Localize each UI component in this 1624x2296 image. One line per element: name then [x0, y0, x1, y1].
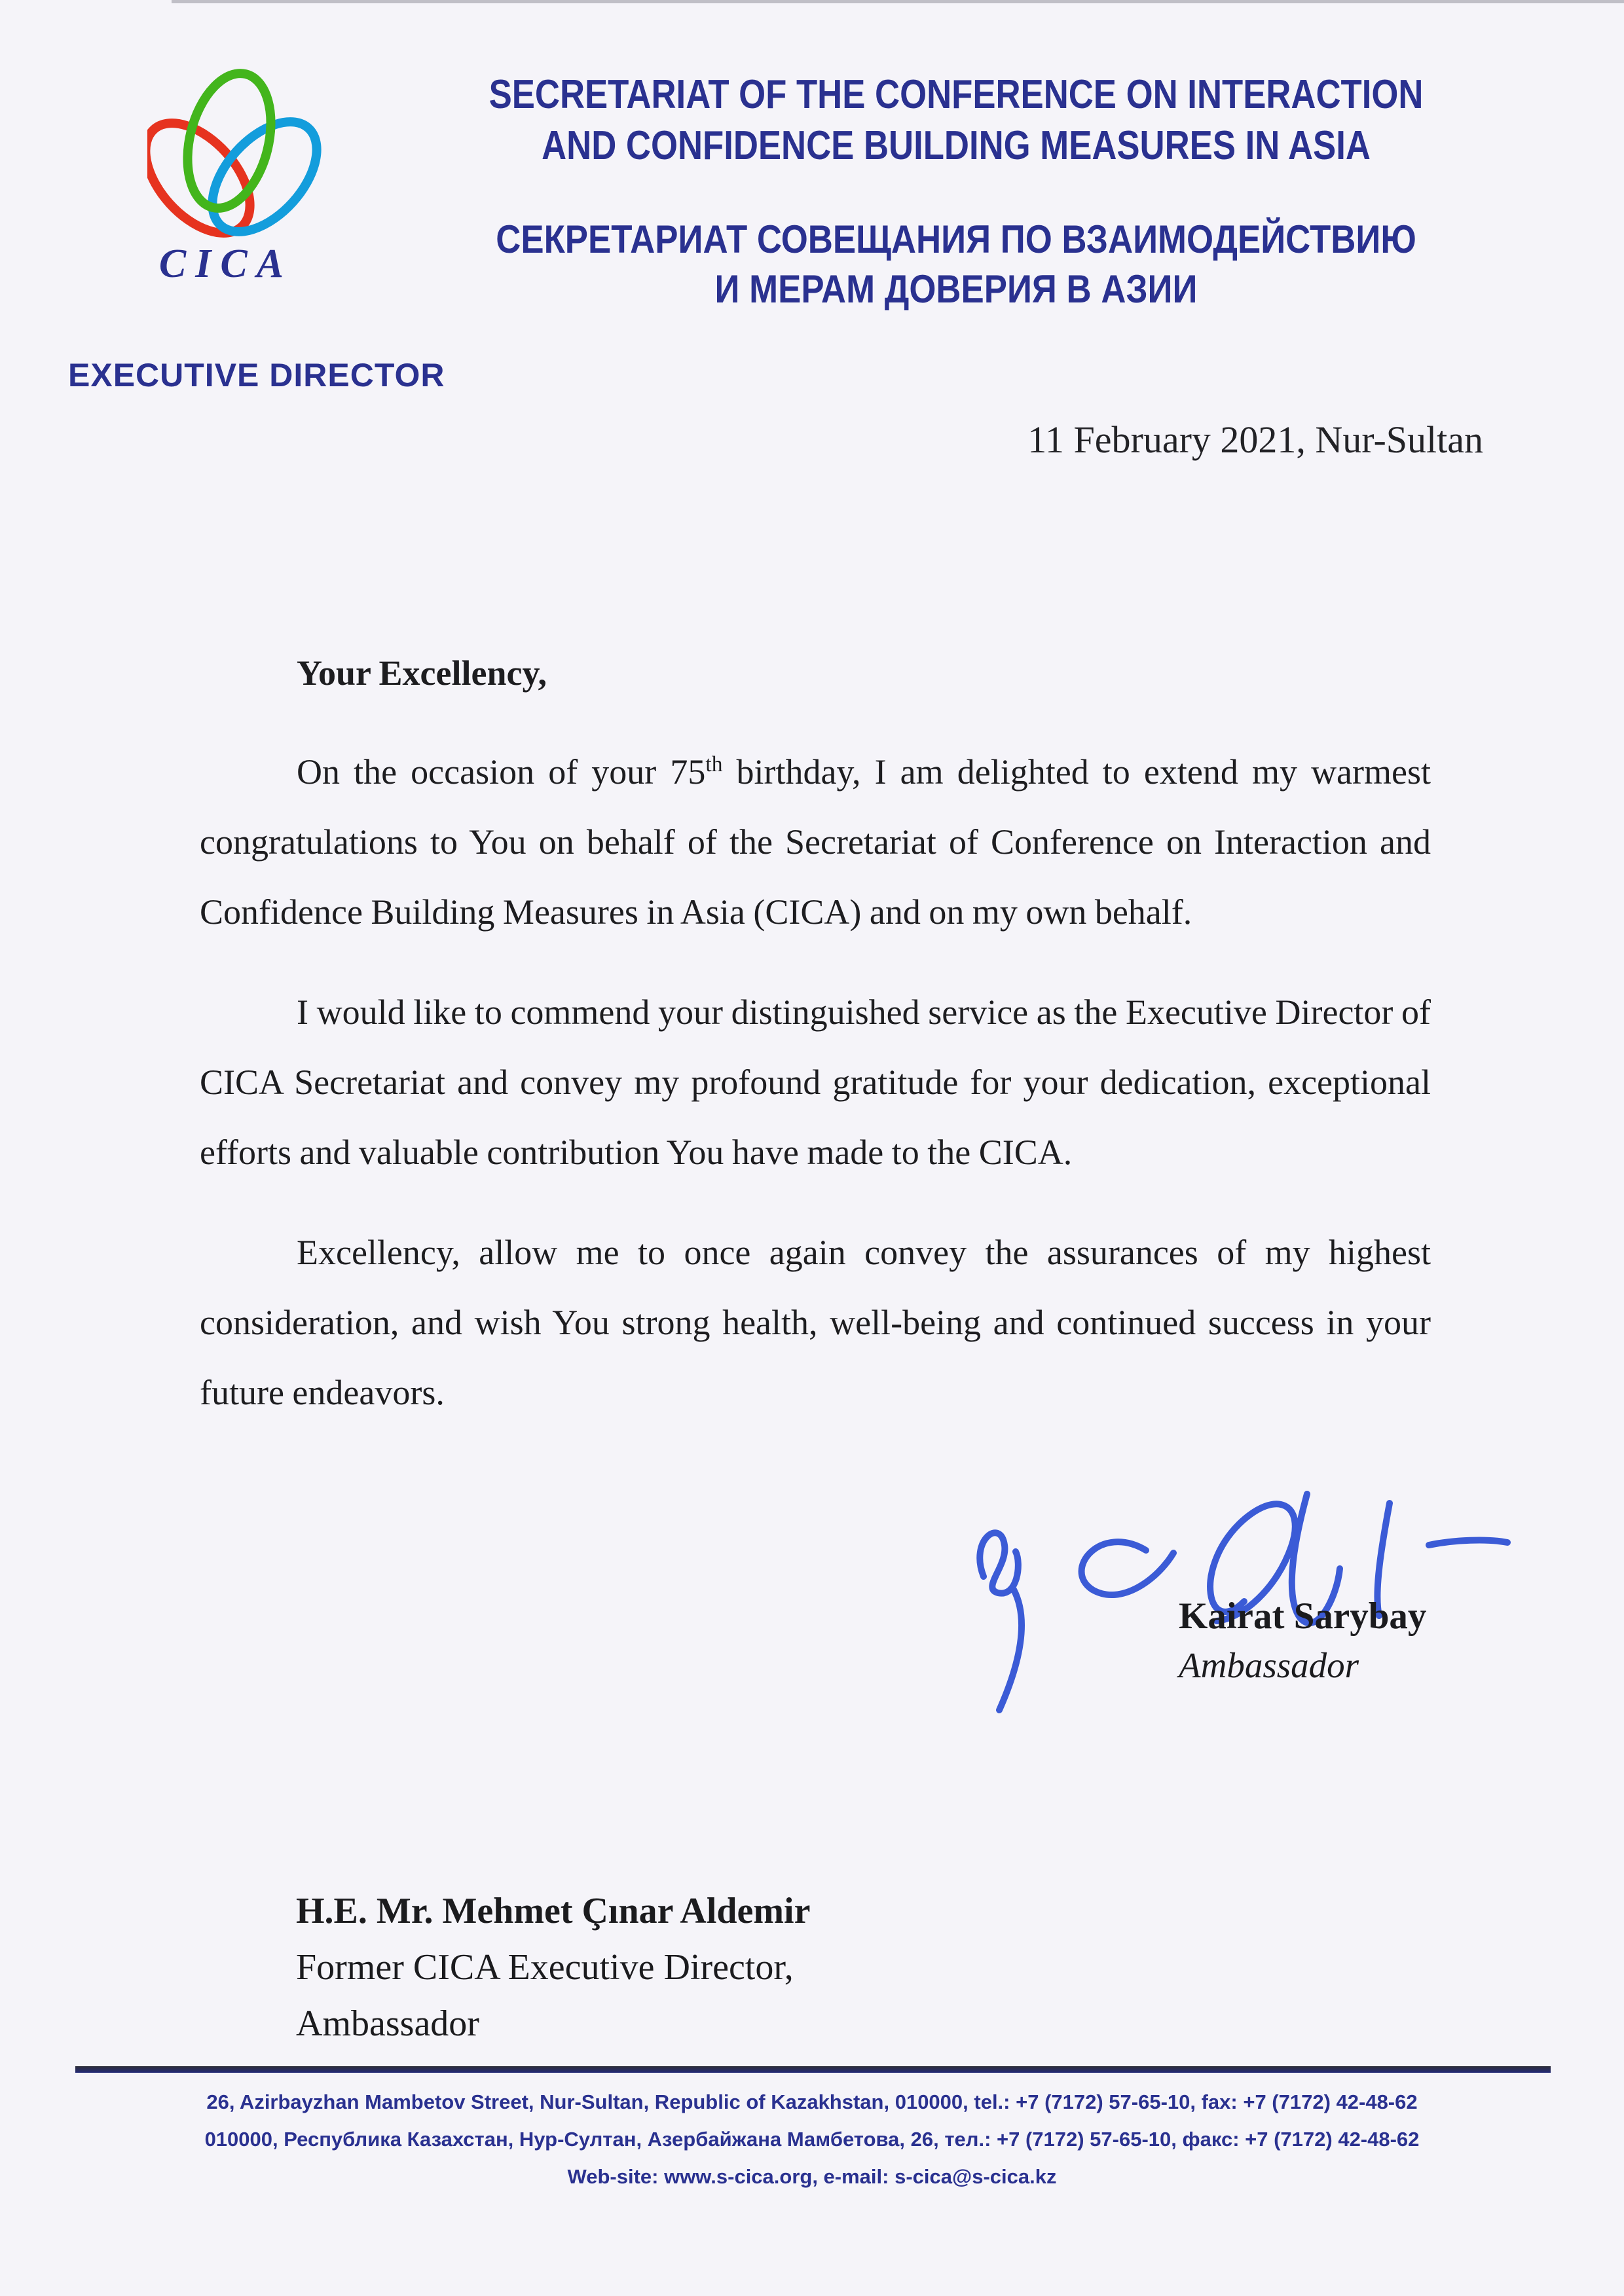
signer-title: Ambassador [1179, 1645, 1359, 1685]
org-name-block [406, 69, 1506, 314]
recipient-block [296, 1883, 810, 2052]
org-name-en-line2: AND CONFIDENCE BUILDING MEASURES IN ASIA [542, 123, 1371, 168]
recipient-title: Ambassador [296, 2003, 479, 2044]
ordinal-superscript: th [705, 752, 723, 776]
date-line: 11 February 2021, Nur-Sultan [1027, 418, 1483, 461]
logo-ring-green [174, 65, 284, 217]
letter-body [200, 638, 1431, 1458]
footer-rule [75, 2066, 1551, 2073]
footer-address-ru: 010000, Республика Казахстан, Нур-Султан, Азербайжана Мамбетова, 26, тел.: +7 (7172) 57-65-10, факс: +7 (7172) 42-48-62 [204, 2128, 1420, 2151]
paragraph-1 [200, 737, 1431, 947]
org-name-en-line1: SECRETARIAT OF THE CONFERENCE ON INTERACTION [489, 72, 1424, 117]
org-name-ru-line2: И МЕРАМ ДОВЕРИЯ В АЗИИ [714, 267, 1198, 311]
paragraph-1-text: On the occasion of your 75 [297, 752, 706, 792]
executive-director-label: EXECUTIVE DIRECTOR [68, 357, 445, 393]
recipient-name: H.E. Mr. Mehmet Çınar Aldemir [296, 1891, 811, 1931]
salutation: Your Excellency, [297, 653, 547, 693]
recipient-role: Former CICA Executive Director, [296, 1947, 794, 1988]
paragraph-3: Excellency, allow me to once again convey the assurances of my highest consideration, and wish You strong health, well-being and continued success in your future endeavors. [200, 1233, 1431, 1412]
signer-name: Kairat Sarybay [1179, 1595, 1427, 1637]
org-name-en [406, 69, 1506, 172]
paragraph-1-text-cont: birthday, I am delighted to extend my warmest congratulations to You on behalf of the Secretariat of Conference on Interaction and Confidence Building Measures in Asia (CICA) and on my own behalf. [200, 752, 1431, 932]
org-name-ru-line1: СЕКРЕТАРИАТ СОВЕЩАНИЯ ПО ВЗАИМОДЕЙСТВИЮ [496, 217, 1416, 261]
footer-web-email: Web-site: www.s-cica.org, e-mail: s-cica@s-cica.kz [567, 2165, 1057, 2188]
paragraph-2: I would like to commend your distinguished service as the Executive Director of CICA Secretariat and convey my profound gratitude for your dedication, exceptional efforts and valuable contribution You have made to the CICA. [200, 993, 1431, 1172]
footer-block [0, 2083, 1624, 2195]
org-name-ru [406, 215, 1506, 314]
scan-edge-artifact [172, 0, 1624, 3]
cica-wordmark: CICA [158, 242, 293, 286]
footer-address-en: 26, Azirbayzhan Mambetov Street, Nur-Sultan, Republic of Kazakhstan, 010000, tel.: +7 (7172) 57-65-10, fax: +7 (7172) 42-48-62 [206, 2090, 1418, 2113]
